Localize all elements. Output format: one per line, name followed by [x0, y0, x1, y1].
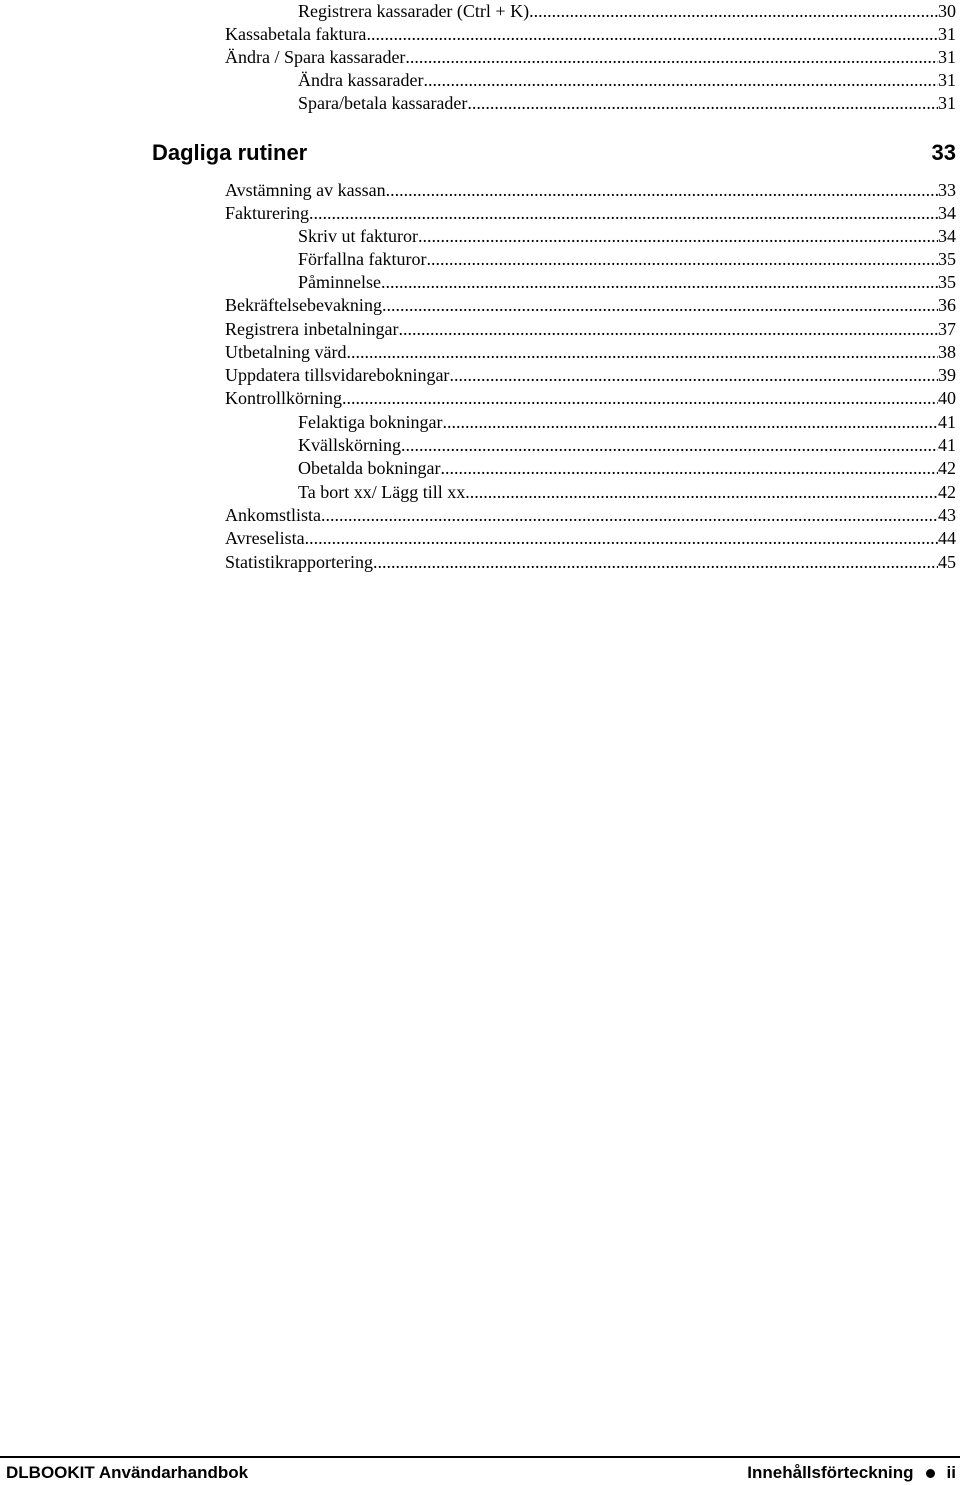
- toc-leader-dots: [382, 294, 938, 316]
- footer-section-title: Innehållsförteckning: [747, 1463, 914, 1482]
- toc-entry-page: 44: [938, 528, 956, 548]
- toc-entry-page: 42: [938, 482, 956, 502]
- toc-section-heading[interactable]: [152, 138, 956, 168]
- toc-entry-label: Registrera inbetalningar: [225, 319, 399, 339]
- toc-entry-andra-kassarader[interactable]: [298, 69, 956, 93]
- toc-entry-label: Kvällskörning: [298, 435, 401, 455]
- toc-leader-dots: [342, 387, 938, 409]
- toc-leader-dots: [423, 69, 938, 91]
- toc-entry-page: 45: [938, 552, 956, 572]
- toc-entry-page: 38: [938, 342, 956, 362]
- toc-leader-dots: [442, 411, 938, 433]
- toc-entry-label: Statistikrapportering: [225, 552, 373, 572]
- toc-entry-page: 37: [938, 319, 956, 339]
- toc-leader-dots: [386, 179, 938, 201]
- toc-leader-dots: [449, 364, 938, 386]
- toc-entry-page: 33: [938, 180, 956, 200]
- footer-right-group: [747, 1463, 956, 1483]
- toc-entry-andra-spara-kassarader[interactable]: [225, 46, 956, 70]
- toc-leader-dots: [305, 527, 938, 549]
- toc-entry-label: Utbetalning värd: [225, 342, 347, 362]
- toc-entry-spara-betala-kassarader[interactable]: [298, 92, 956, 116]
- toc-leader-dots: [401, 434, 938, 456]
- toc-entry-page: 35: [938, 272, 956, 292]
- toc-leader-dots: [398, 318, 938, 340]
- toc-entry-ankomstlista[interactable]: [225, 504, 956, 528]
- toc-entry-statistikrapportering[interactable]: [225, 551, 956, 575]
- toc-entry-page: 34: [938, 203, 956, 223]
- toc-entry-label: Ändra / Spara kassarader: [225, 47, 406, 67]
- toc-entry-page: 35: [938, 249, 956, 269]
- toc-entry-avreselista[interactable]: [225, 527, 956, 551]
- toc-section-page: 33: [931, 140, 956, 165]
- toc-entry-label: Påminnelse: [298, 272, 381, 292]
- toc-leader-dots: [321, 504, 938, 526]
- toc-entry-felaktiga-bokningar[interactable]: [298, 411, 956, 435]
- toc-leader-dots: [426, 248, 938, 270]
- toc-entry-obetalda-bokningar[interactable]: [298, 457, 956, 481]
- footer-page-number: ii: [946, 1463, 956, 1482]
- toc-entry-page: 31: [938, 47, 956, 67]
- toc-entry-label: Obetalda bokningar: [298, 458, 441, 478]
- toc-entry-utbetalning-vard[interactable]: [225, 341, 956, 365]
- toc-entry-label: Ankomstlista: [225, 505, 322, 525]
- toc-leader-dots: [418, 225, 938, 247]
- page-footer: [6, 1461, 956, 1485]
- toc-entry-page: 31: [938, 93, 956, 113]
- toc-entry-page: 42: [938, 458, 956, 478]
- toc-entry-label: Bekräftelsebevakning: [225, 295, 382, 315]
- toc-section-title: Dagliga rutiner: [152, 140, 308, 165]
- bullet-icon: [926, 1469, 935, 1478]
- footer-divider: [0, 1456, 960, 1458]
- toc-entry-avstamning-av-kassan[interactable]: [225, 179, 956, 203]
- toc-entry-fakturering[interactable]: [225, 202, 956, 226]
- toc-leader-dots: [381, 271, 938, 293]
- toc-entry-registrera-kassarader[interactable]: [298, 0, 956, 24]
- toc-entry-page: 34: [938, 226, 956, 246]
- toc-entry-label: Kontrollkörning: [225, 388, 342, 408]
- toc-entry-page: 41: [938, 412, 956, 432]
- footer-document-title: DLBOOKIT Användarhandbok: [6, 1463, 249, 1482]
- toc-entry-page: 36: [938, 295, 956, 315]
- toc-leader-dots: [465, 481, 938, 503]
- toc-entry-kassabetala-faktura[interactable]: [225, 23, 956, 47]
- toc-entry-forfallna-fakturor[interactable]: [298, 248, 956, 272]
- toc-entry-skriv-ut-fakturor[interactable]: [298, 225, 956, 249]
- toc-entry-bekraftelsebevakning[interactable]: [225, 294, 956, 318]
- toc-leader-dots: [373, 551, 938, 573]
- toc-entry-page: 43: [938, 505, 956, 525]
- toc-entry-ta-bort-lagg-till[interactable]: [298, 481, 956, 505]
- toc-entry-kontrollkorning[interactable]: [225, 387, 956, 411]
- toc-entry-label: Fakturering: [225, 203, 309, 223]
- toc-entry-uppdatera-tillsvidarebokningar[interactable]: [225, 364, 956, 388]
- toc-leader-dots: [440, 457, 938, 479]
- toc-entry-label: Ta bort xx/ Lägg till xx: [298, 482, 466, 502]
- toc-entry-registrera-inbetalningar[interactable]: [225, 318, 956, 342]
- toc-entry-page: 41: [938, 435, 956, 455]
- toc-leader-dots: [346, 341, 938, 363]
- toc-leader-dots: [467, 92, 938, 114]
- toc-entry-label: Förfallna fakturor: [298, 249, 427, 269]
- toc-entry-page: 31: [938, 24, 956, 44]
- toc-entry-paminnelse[interactable]: [298, 271, 956, 295]
- toc-entry-page: 31: [938, 70, 956, 90]
- toc-entry-label: Felaktiga bokningar: [298, 412, 443, 432]
- toc-entry-label: Kassabetala faktura: [225, 24, 367, 44]
- toc-entry-label: Skriv ut fakturor: [298, 226, 418, 246]
- toc-leader-dots: [529, 0, 938, 22]
- toc-entry-label: Avstämning av kassan: [225, 180, 386, 200]
- toc-entry-label: Avreselista: [225, 528, 305, 548]
- toc-entry-kvallskorning[interactable]: [298, 434, 956, 458]
- toc-entry-label: Uppdatera tillsvidarebokningar: [225, 365, 450, 385]
- toc-entry-page: 39: [938, 365, 956, 385]
- toc-entry-label: Registrera kassarader (Ctrl + K): [298, 1, 530, 21]
- toc-entry-label: Ändra kassarader: [298, 70, 424, 90]
- toc-leader-dots: [405, 46, 938, 68]
- toc-entry-page: 30: [938, 1, 956, 21]
- toc-entry-page: 40: [938, 388, 956, 408]
- toc-entry-label: Spara/betala kassarader: [298, 93, 468, 113]
- toc-leader-dots: [366, 23, 938, 45]
- toc-leader-dots: [309, 202, 938, 224]
